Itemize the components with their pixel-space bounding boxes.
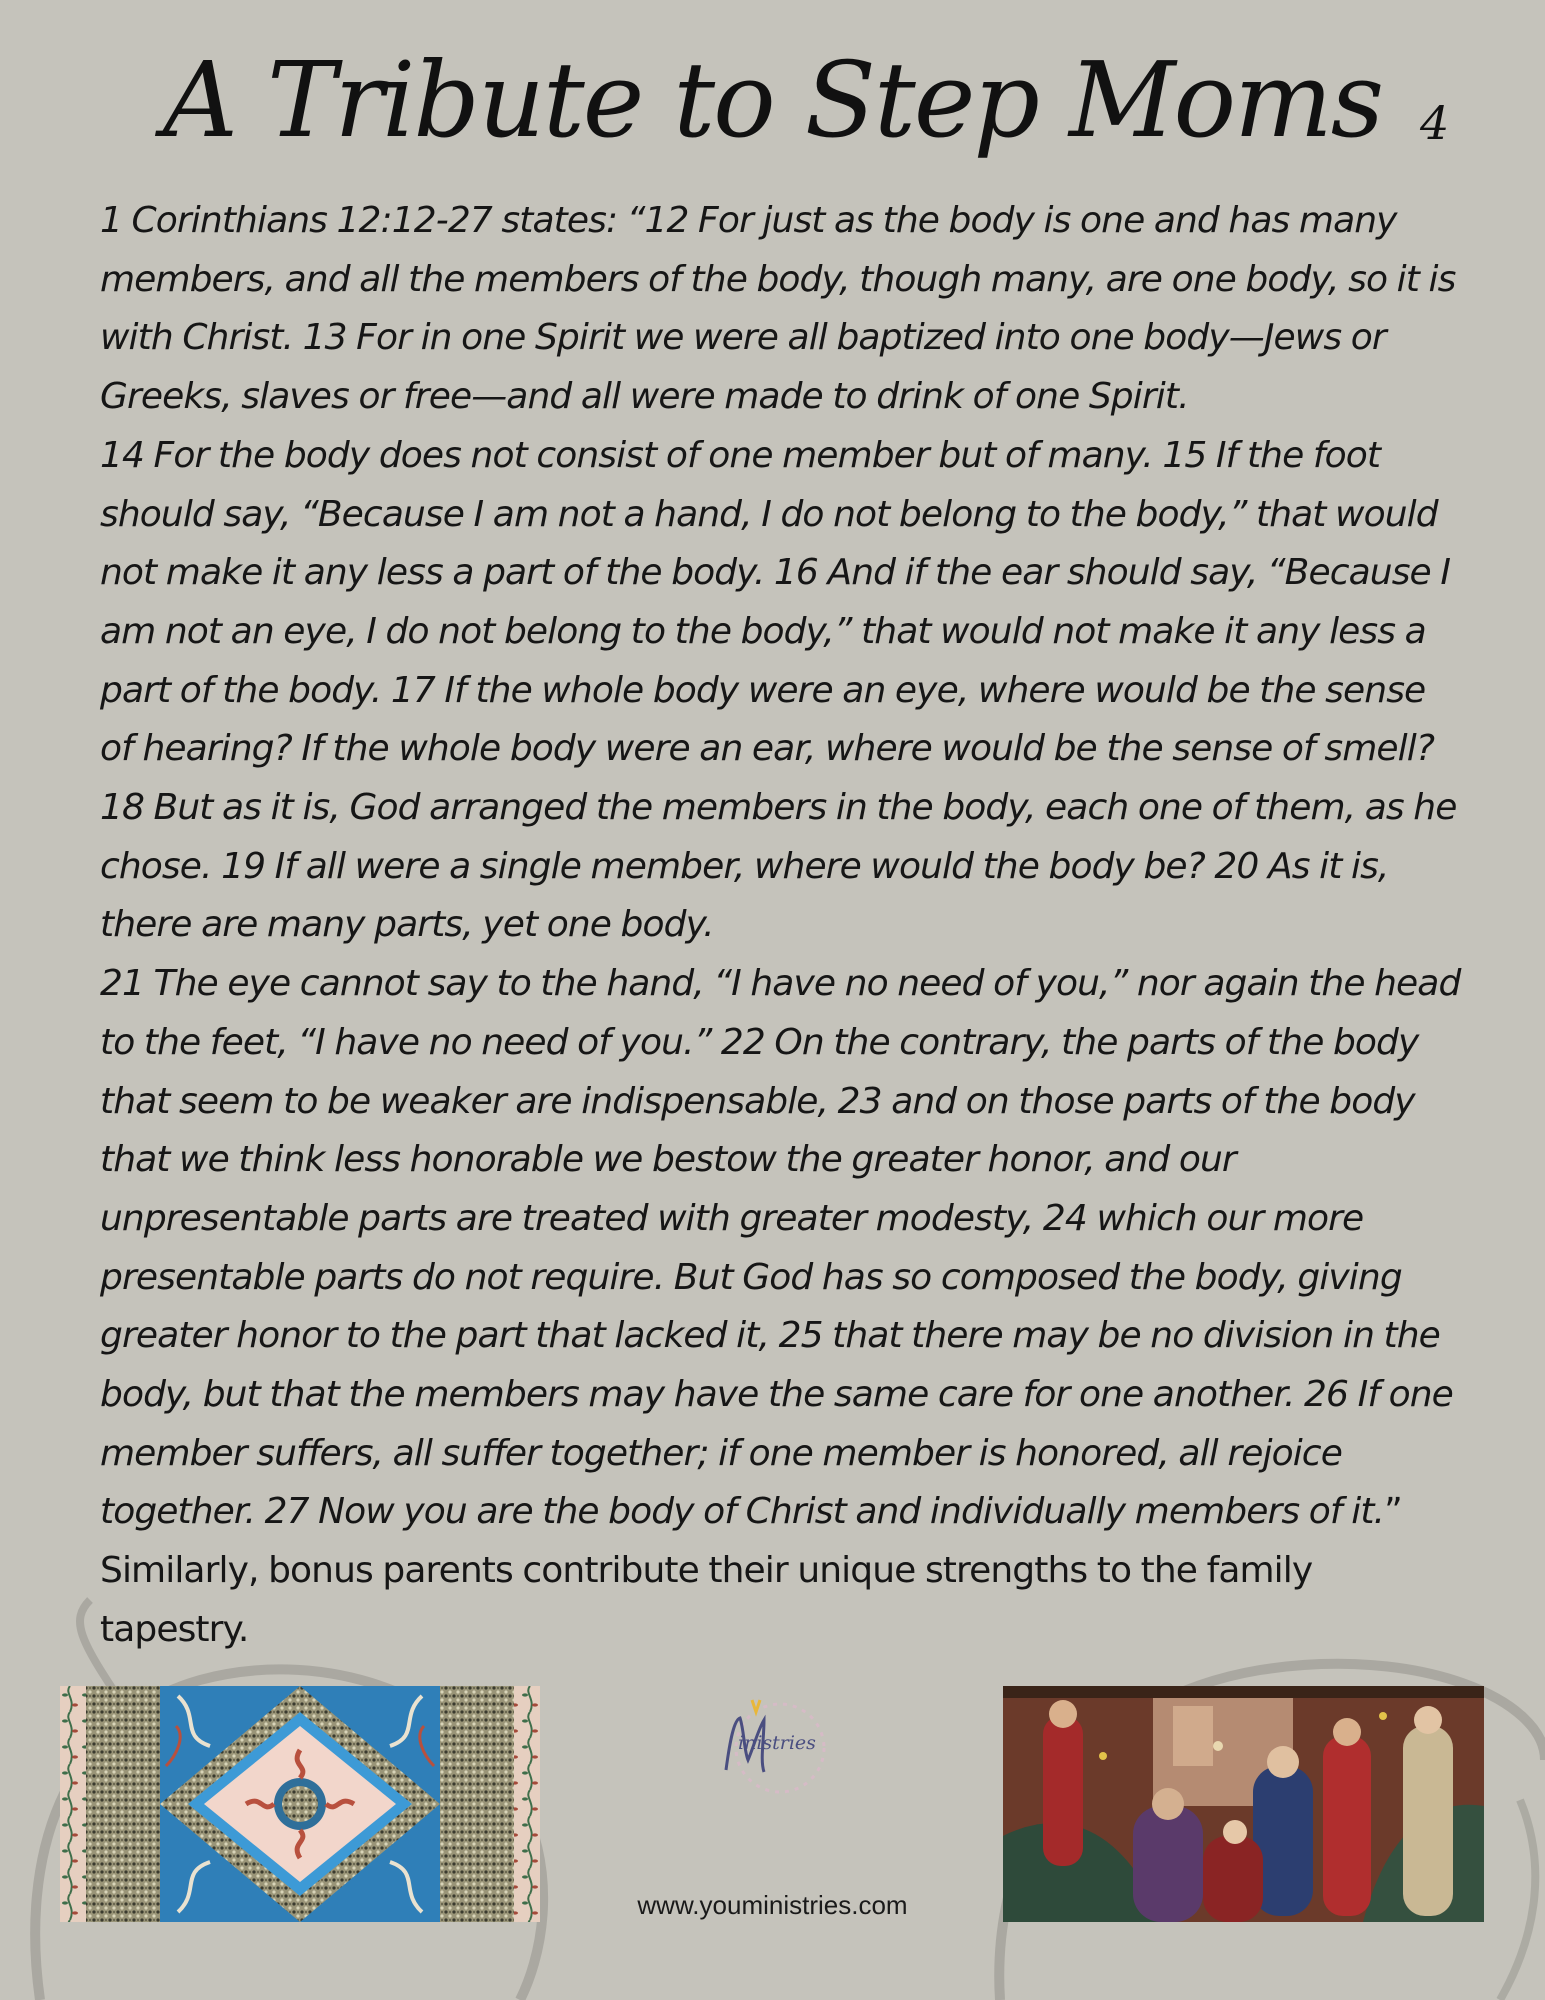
medieval-tapestry-icon [1003,1686,1484,1922]
website-url[interactable]: www.youministries.com [637,1890,908,1920]
scripture-paragraph: 14 For the body does not consist of one member but of many. 15 If the foot should say, “Because I am not a hand, I do not belong to the body,” that would not make it any less a part of the body. 16 And if the ear should say, “Because I am not an eye, I do not belong to the body,” that would not make it any less a part of the body. 17 If the whole body were an eye, where would be the sense of hearing? If the whole body were an ear, where would be the sense of smell? 18 But as it is, God arranged the members in the body, each one of them, as he chose. 19 If all were a single member, where would the body be? 20 As it is, there are many parts, yet one body. [100,434,1457,946]
scripture-paragraph: 1 Corinthians 12:12-27 states: “12 For just as the body is one and has many members, and all the members of the body, though many, are one body, so it is with Christ. 13 For in one Spirit we were all baptized into one body—Jews or Greeks, slaves or free—and all were made to drink of one Spirit. [100,200,1456,418]
medieval-tapestry-image [1003,1686,1484,1922]
scripture-text: 21 The eye cannot say to the hand, “I have no need of you,” nor again the head to the feet, “I have no need of you.” 22 On the contrary, the parts of the body that seem to be weaker are indispensable, 23 and on those parts of the body that we think less honorable we bestow the greater honor, and our unpresentable parts are treated with greater modesty, 24 which our more presentable parts do not require. But God has so composed the body, giving greater honor to the part that lacked it, 25 that there may be no division in the body, but that the members may have the same care for one another. 26 If one member suffers, all suffer together; if one member is honored, all rejoice together. 27 Now you are the body of Christ and individually members of it. [100,963,1461,1533]
page-title: A Tribute to Step Moms [162,39,1383,161]
ornamental-tile-icon [60,1686,540,1922]
closing-text: ” Similarly, bonus parents contribute their unique strengths to the family tapestry. [100,1491,1402,1650]
body-text [100,192,1462,1660]
closing-paragraph [100,955,1462,1659]
ornamental-tile-image [60,1686,540,1922]
logo-text: inistries [738,1732,816,1754]
page-number: 4 [1420,96,1450,150]
